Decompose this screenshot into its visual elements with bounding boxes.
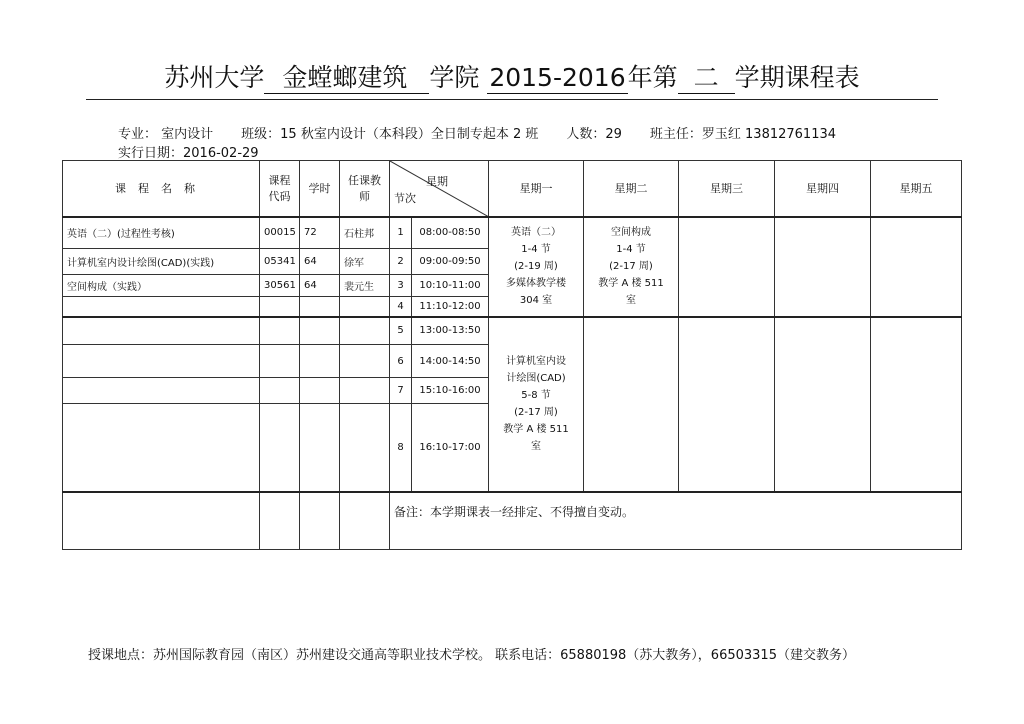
course-hours: 64 [300, 275, 340, 297]
title-school-name: 金螳螂建筑 [264, 63, 429, 94]
class-info: 班级：15 秋室内设计（本科段）全日制专起本 2 班 [241, 127, 539, 142]
course-hours [300, 317, 340, 345]
period-time: 10:10-11:00 [412, 275, 489, 297]
course-teacher: 裴元生 [340, 275, 390, 297]
title-term: 二 [678, 63, 735, 94]
class-line: 多媒体教学楼 [506, 278, 566, 289]
class-line: 计算机室内设 [506, 356, 566, 367]
course-name [63, 345, 260, 378]
course-teacher [340, 345, 390, 378]
friday-afternoon [871, 317, 962, 492]
course-teacher [340, 297, 390, 317]
period-number: 6 [390, 345, 412, 378]
remark-note: 备注：本学期课表一经排定、不得擅自变动。 [390, 492, 962, 550]
course-hours [300, 378, 340, 404]
period-number: 2 [390, 249, 412, 275]
friday-morning [871, 217, 962, 317]
header-period-label: 节次 [394, 191, 416, 205]
course-code: 30561 [260, 275, 300, 297]
header-weekday-label: 星期 [426, 175, 448, 188]
course-code [260, 492, 300, 550]
course-hours [300, 492, 340, 550]
header-row [63, 161, 962, 217]
title-divider [86, 99, 938, 100]
period-time: 09:00-09:50 [412, 249, 489, 275]
student-count: 人数：29 [566, 127, 622, 142]
period-number: 1 [390, 217, 412, 249]
class-line: 室 [626, 295, 636, 306]
period-time: 08:00-08:50 [412, 217, 489, 249]
course-name: 英语（二）(过程性考核) [63, 217, 260, 249]
tuesday-afternoon [584, 317, 679, 492]
course-name: 空间构成（实践） [63, 275, 260, 297]
header-course-name: 课程名称 [63, 161, 260, 217]
period-number: 7 [390, 378, 412, 404]
wednesday-afternoon [679, 317, 775, 492]
class-line: (2-17 周) [514, 407, 558, 418]
course-name [63, 492, 260, 550]
course-code: 05341 [260, 249, 300, 275]
class-line: 1-4 节 [521, 244, 551, 255]
course-code [260, 297, 300, 317]
period-time: 16:10-17:00 [412, 404, 489, 492]
class-line: (2-19 周) [514, 261, 558, 272]
course-hours [300, 345, 340, 378]
class-line: 1-4 节 [616, 244, 646, 255]
table-row [63, 317, 962, 345]
period-number: 3 [390, 275, 412, 297]
header-code: 课程代码 [260, 161, 300, 217]
title-college: 学院 [429, 63, 480, 92]
title-year: 2015-2016 [489, 63, 626, 92]
course-teacher [340, 492, 390, 550]
title-suffix: 学期课程表 [734, 63, 860, 92]
course-hours: 72 [300, 217, 340, 249]
course-teacher: 徐军 [340, 249, 390, 275]
class-line: 教学 A 楼 511 [503, 424, 569, 435]
title-university: 苏州大学 [164, 63, 265, 92]
course-teacher [340, 317, 390, 345]
table-row [63, 217, 962, 249]
course-name [63, 297, 260, 317]
course-name [63, 378, 260, 404]
class-line: 计绘图(CAD) [506, 373, 566, 384]
course-name: 计算机室内设计绘图(CAD)(实践) [63, 249, 260, 275]
course-name [63, 404, 260, 492]
period-time: 11:10-12:00 [412, 297, 489, 317]
period-number: 4 [390, 297, 412, 317]
header-weekday-period [390, 161, 489, 217]
period-time: 15:10-16:00 [412, 378, 489, 404]
period-time: 13:00-13:50 [412, 317, 489, 345]
effective-date: 实行日期：2016-02-29 [118, 146, 259, 161]
major-info: 专业： 室内设计 [118, 127, 214, 142]
course-teacher [340, 378, 390, 404]
footer-contact: 授课地点：苏州国际教育园（南区）苏州建设交通高等职业技术学校。 联系电话：65880198（苏大教务），66503315（建交教务） [88, 648, 855, 663]
schedule-table [62, 160, 962, 550]
course-hours [300, 297, 340, 317]
monday-afternoon-class [489, 317, 584, 492]
class-line: 英语（二） [511, 227, 561, 238]
class-line: 教学 A 楼 511 [598, 278, 664, 289]
period-number: 8 [390, 404, 412, 492]
header-wednesday: 星期三 [679, 161, 775, 217]
course-code [260, 317, 300, 345]
header-tuesday: 星期二 [584, 161, 679, 217]
page-title [0, 58, 1024, 94]
period-number: 5 [390, 317, 412, 345]
course-code [260, 345, 300, 378]
course-teacher [340, 404, 390, 492]
course-hours: 64 [300, 249, 340, 275]
remark-row [63, 492, 962, 550]
tuesday-morning-class [584, 217, 679, 317]
thursday-morning [775, 217, 871, 317]
course-teacher: 石柱邦 [340, 217, 390, 249]
header-friday: 星期五 [871, 161, 962, 217]
class-line: 5-8 节 [521, 390, 551, 401]
header-thursday: 星期四 [775, 161, 871, 217]
header-teacher: 任课教师 [340, 161, 390, 217]
course-hours [300, 404, 340, 492]
header-monday: 星期一 [489, 161, 584, 217]
period-time: 14:00-14:50 [412, 345, 489, 378]
class-line: (2-17 周) [609, 261, 653, 272]
class-line: 室 [531, 441, 541, 452]
monday-morning-class [489, 217, 584, 317]
course-code [260, 378, 300, 404]
course-code [260, 404, 300, 492]
head-teacher: 班主任：罗玉红 13812761134 [649, 127, 837, 142]
course-code: 00015 [260, 217, 300, 249]
wednesday-morning [679, 217, 775, 317]
class-info-line [118, 123, 864, 142]
thursday-afternoon [775, 317, 871, 492]
course-name [63, 317, 260, 345]
title-term-prefix: 年第 [627, 63, 678, 92]
class-line: 304 室 [519, 295, 553, 306]
header-hours: 学时 [300, 161, 340, 217]
class-line: 空间构成 [611, 227, 651, 238]
